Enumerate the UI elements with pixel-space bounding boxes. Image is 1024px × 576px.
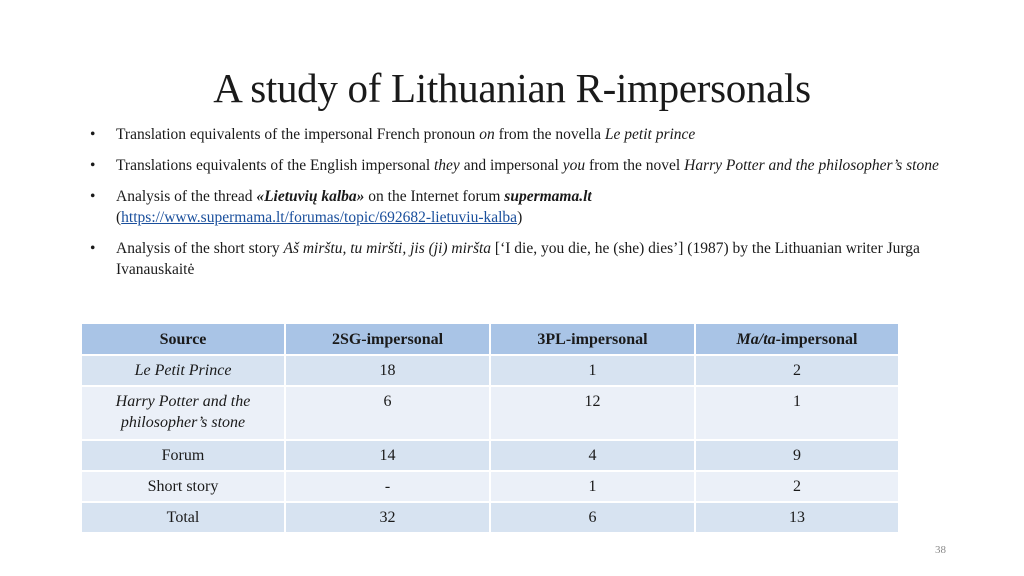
bullet-italic: they [434,157,460,174]
header-mata [695,323,899,355]
bullet-list [90,124,960,290]
story-title: Aš mirštu, tu miršti, jis (ji) miršta [283,240,492,257]
bullet-text: from the novel [585,157,685,174]
cell-2sg: 18 [285,355,490,386]
header-3pl: 3PL-impersonal [490,323,695,355]
table-row [81,386,899,440]
cell-mata: 2 [695,471,899,502]
cell-3pl: 4 [490,440,695,471]
bullet-item-1 [90,124,960,145]
bullet-italic: Le petit prince [604,126,696,143]
paren-open: ( [116,209,122,226]
slide-title: A study of Lithuanian R-impersonals [213,65,811,111]
bullet-dot-icon: • [90,188,96,205]
cell-2sg: 32 [285,502,490,533]
bullet-item-3 [90,186,960,228]
bullet-italic: Harry Potter and the philosopher’s stone [684,157,939,174]
header-mata-rest: -impersonal [775,330,858,348]
table-row [81,355,899,386]
table-row [81,502,899,533]
cell-mata: 1 [695,386,899,440]
cell-source: Short story [81,471,285,502]
forum-name: supermama.lt [504,188,592,205]
cell-source: Total [81,502,285,533]
header-source: Source [81,323,285,355]
table-header-row [81,323,899,355]
bullet-dot-icon: • [90,240,96,257]
bullet-item-2 [90,155,960,176]
header-mata-italic: Ma/ta [736,330,776,348]
cell-3pl: 6 [490,502,695,533]
paren-close: ) [517,209,523,226]
header-2sg: 2SG-impersonal [285,323,490,355]
cell-source: Harry Potter and the philosopher’s stone [81,386,285,440]
bullet-item-4 [90,238,960,280]
cell-3pl: 1 [490,471,695,502]
cell-2sg: 6 [285,386,490,440]
bullet-text: and impersonal [459,157,563,174]
table-row [81,440,899,471]
cell-mata: 13 [695,502,899,533]
bullet-italic: you [562,157,586,174]
bullet-text: Analysis of the short story [116,240,284,257]
cell-mata: 9 [695,440,899,471]
bullet-text: on the Internet forum [364,188,505,205]
cell-2sg: 14 [285,440,490,471]
cell-source: Le Petit Prince [81,355,285,386]
cell-mata: 2 [695,355,899,386]
cell-3pl: 12 [490,386,695,440]
table-row [81,471,899,502]
bullet-text: [‘I die, you die, he (she) dies’] (1987) by the Lithuanian writer Jurga Ivanauskaitė [116,240,920,278]
forum-thread-link[interactable]: https://www.supermama.lt/forumas/topic/692682-lietuviu-kalba [121,209,518,226]
bullet-dot-icon: • [90,126,96,143]
thread-name: «Lietuvių kalba» [256,188,365,205]
bullet-text: from the novella [494,126,605,143]
page-number: 38 [935,544,946,556]
bullet-text: Translations equivalents of the English impersonal [116,157,434,174]
bullet-text: Translation equivalents of the impersonal French pronoun [116,126,480,143]
bullet-text: Analysis of the thread [116,188,257,205]
results-table [80,322,900,534]
bullet-italic: on [479,126,495,143]
bullet-dot-icon: • [90,157,96,174]
cell-2sg: - [285,471,490,502]
cell-3pl: 1 [490,355,695,386]
cell-source: Forum [81,440,285,471]
